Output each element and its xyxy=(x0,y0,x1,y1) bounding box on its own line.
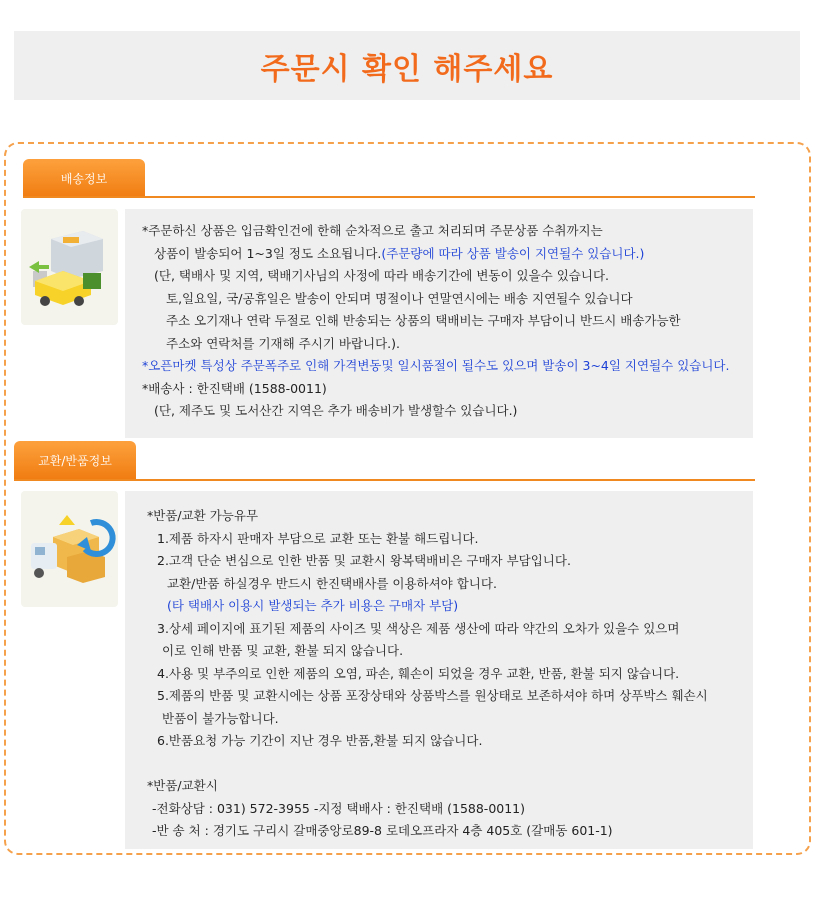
info-line xyxy=(147,663,753,686)
info-line xyxy=(147,640,753,663)
info-line xyxy=(147,595,753,618)
info-line-text: 토,일요일, 국/공휴일은 발송이 안되며 명절이나 연말연시에는 배송 지연될수 있습니다 xyxy=(166,290,633,306)
info-line-text xyxy=(147,756,151,771)
info-line xyxy=(147,685,753,708)
info-line-text: 상품이 발송되어 1~3일 정도 소요됩니다. xyxy=(154,245,382,261)
tab-shipping-info xyxy=(23,159,145,197)
tab-shipping-label: 배송정보 xyxy=(60,171,108,186)
title-banner xyxy=(14,31,800,100)
info-line-text: 4.사용 및 부주의로 인한 제품의 오염, 파손, 훼손이 되었을 경우 교환, 반품, 환불 되지 않습니다. xyxy=(157,665,680,681)
info-line-text: 주소와 연락처를 기재해 주시기 바랍니다.). xyxy=(166,335,400,351)
info-line-text: *배송사 : 한진택배 (1588-0011) xyxy=(142,380,327,396)
info-line-text: (단, 택배사 및 지역, 택배기사님의 사정에 따라 배송기간에 변동이 있을수 있습니다. xyxy=(154,268,610,283)
info-line-text: -전화상담 : 031) 572-3955 -지정 택배사 : 한진택배 (1588-0011) xyxy=(152,800,526,816)
info-line xyxy=(142,400,753,423)
info-line-note: (주문량에 따라 상품 발송이 지연될수 있습니다.) xyxy=(381,245,645,261)
info-line-text: 교환/반품 하실경우 반드시 한진택배사를 이용하셔야 합니다. xyxy=(167,575,497,591)
info-line xyxy=(147,798,753,821)
info-line xyxy=(142,310,753,333)
info-line xyxy=(147,528,753,551)
info-line-text: 이로 인해 반품 및 교환, 환불 되지 않습니다. xyxy=(162,643,404,658)
info-line xyxy=(147,775,753,798)
info-line xyxy=(142,333,753,356)
info-line-text: 5.제품의 반품 및 교환시에는 상품 포장상태와 상품박스를 원상태로 보존하셔야 하며 상푸박스 훼손시 xyxy=(157,688,708,703)
return-info-panel xyxy=(125,491,753,849)
info-line xyxy=(147,618,753,641)
shipping-info-panel xyxy=(125,209,753,438)
info-line xyxy=(147,820,753,843)
delivery-truck-icon xyxy=(21,209,118,325)
info-line xyxy=(142,288,753,311)
section-divider xyxy=(23,196,755,198)
info-line xyxy=(142,220,753,243)
info-line-text: *반품/교환시 xyxy=(147,778,218,793)
info-line xyxy=(142,355,753,378)
tab-return-info xyxy=(14,441,136,479)
info-line xyxy=(147,708,753,731)
info-line xyxy=(147,573,753,596)
info-line xyxy=(142,265,753,288)
info-line-text: *오픈마켓 특성상 주문폭주로 인해 가격변동및 일시품절이 될수도 있으며 발송이 3~4일 지연될수 있습니다. xyxy=(142,358,730,373)
info-line xyxy=(147,505,753,528)
info-line-text: (단, 제주도 및 도서산간 지역은 추가 배송비가 발생할수 있습니다.) xyxy=(154,403,518,418)
info-line-text: 1.제품 하자시 판매자 부담으로 교환 또는 환불 해드립니다. xyxy=(157,530,479,546)
info-line-text: *반품/교환 가능유무 xyxy=(147,508,259,523)
info-line-text: 3.상세 페이지에 표기된 제품의 사이즈 및 색상은 제품 생산에 따라 약간의 오차가 있을수 있으며 xyxy=(157,620,680,636)
page-title: 주문시 확인 해주세요 xyxy=(260,51,554,87)
info-line xyxy=(147,730,753,753)
info-line-text: 2.고객 단순 변심으로 인한 반품 및 교환시 왕복택배비은 구매자 부담입니다. xyxy=(157,553,571,568)
info-line-text: -반 송 처 : 경기도 구리시 갈매중앙로89-8 로데오프라자 4층 405호 (갈매동 601-1) xyxy=(152,823,613,838)
info-line-text: (타 택배사 이용시 발생되는 추가 비용은 구매자 부담) xyxy=(167,598,459,613)
info-line xyxy=(142,243,753,266)
exchange-box-icon xyxy=(21,491,118,607)
info-line xyxy=(142,378,753,401)
tab-return-label: 교환/반품정보 xyxy=(38,453,112,468)
info-line-text: 반품이 불가능합니다. xyxy=(162,710,279,726)
section-divider xyxy=(14,479,755,481)
info-line-text: 주소 오기재나 연락 두절로 인해 반송되는 상품의 택배비는 구매자 부담이니 반드시 배송가능한 xyxy=(166,313,681,328)
info-line xyxy=(147,753,753,776)
info-line-text: 6.반품요청 가능 기간이 지난 경우 반품,환불 되지 않습니다. xyxy=(157,733,483,748)
info-line-text: *주문하신 상품은 입금확인건에 한해 순차적으로 출고 처리되며 주문상품 수취까지는 xyxy=(142,223,603,238)
info-line xyxy=(147,550,753,573)
